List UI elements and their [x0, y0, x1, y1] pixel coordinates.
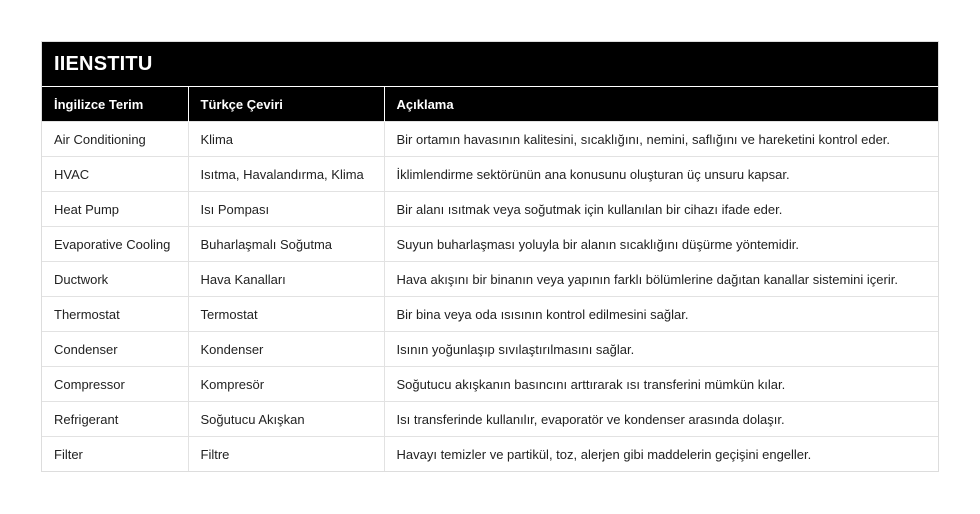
description-cell: Hava akışını bir binanın veya yapının farklı bölümlerine dağıtan kanallar sistemini içerir.	[384, 262, 938, 297]
table-row	[42, 332, 938, 367]
english-term-cell: Heat Pump	[42, 192, 188, 227]
english-term-cell: Thermostat	[42, 297, 188, 332]
english-term-cell: Filter	[42, 437, 188, 472]
turkish-translation-cell: Isı Pompası	[188, 192, 384, 227]
english-term-cell: Compressor	[42, 367, 188, 402]
table-row	[42, 157, 938, 192]
table-row	[42, 122, 938, 157]
turkish-translation-cell: Filtre	[188, 437, 384, 472]
table-row	[42, 367, 938, 402]
turkish-translation-cell: Termostat	[188, 297, 384, 332]
english-term-cell: Evaporative Cooling	[42, 227, 188, 262]
table-row	[42, 437, 938, 472]
table-row	[42, 402, 938, 437]
turkish-translation-cell: Kondenser	[188, 332, 384, 367]
description-cell: Havayı temizler ve partikül, toz, alerjen gibi maddelerin geçişini engeller.	[384, 437, 938, 472]
description-cell: Suyun buharlaşması yoluyla bir alanın sıcaklığını düşürme yöntemidir.	[384, 227, 938, 262]
description-cell: Bir alanı ısıtmak veya soğutmak için kullanılan bir cihazı ifade eder.	[384, 192, 938, 227]
table-row	[42, 192, 938, 227]
glossary-table	[42, 86, 938, 471]
column-header-turkish-translation: Türkçe Çeviri	[188, 87, 384, 122]
description-cell: Isı transferinde kullanılır, evaporatör ve kondenser arasında dolaşır.	[384, 402, 938, 437]
turkish-translation-cell: Hava Kanalları	[188, 262, 384, 297]
english-term-cell: Air Conditioning	[42, 122, 188, 157]
turkish-translation-cell: Isıtma, Havalandırma, Klima	[188, 157, 384, 192]
turkish-translation-cell: Buharlaşmalı Soğutma	[188, 227, 384, 262]
column-header-description: Açıklama	[384, 87, 938, 122]
english-term-cell: Ductwork	[42, 262, 188, 297]
turkish-translation-cell: Soğutucu Akışkan	[188, 402, 384, 437]
turkish-translation-cell: Klima	[188, 122, 384, 157]
table-row	[42, 227, 938, 262]
english-term-cell: Condenser	[42, 332, 188, 367]
description-cell: Soğutucu akışkanın basıncını arttırarak ısı transferini mümkün kılar.	[384, 367, 938, 402]
description-cell: Bir bina veya oda ısısının kontrol edilmesini sağlar.	[384, 297, 938, 332]
column-header-english-term: İngilizce Terim	[42, 87, 188, 122]
table-row	[42, 262, 938, 297]
brand-title: IIENSTITU	[42, 42, 938, 86]
english-term-cell: Refrigerant	[42, 402, 188, 437]
table-row	[42, 297, 938, 332]
description-cell: Isının yoğunlaşıp sıvılaştırılmasını sağlar.	[384, 332, 938, 367]
glossary-table-container	[41, 41, 939, 472]
table-body	[42, 122, 938, 472]
description-cell: Bir ortamın havasının kalitesini, sıcaklığını, nemini, saflığını ve hareketini kontrol eder.	[384, 122, 938, 157]
english-term-cell: HVAC	[42, 157, 188, 192]
table-header-row	[42, 87, 938, 122]
description-cell: İklimlendirme sektörünün ana konusunu oluşturan üç unsuru kapsar.	[384, 157, 938, 192]
turkish-translation-cell: Kompresör	[188, 367, 384, 402]
